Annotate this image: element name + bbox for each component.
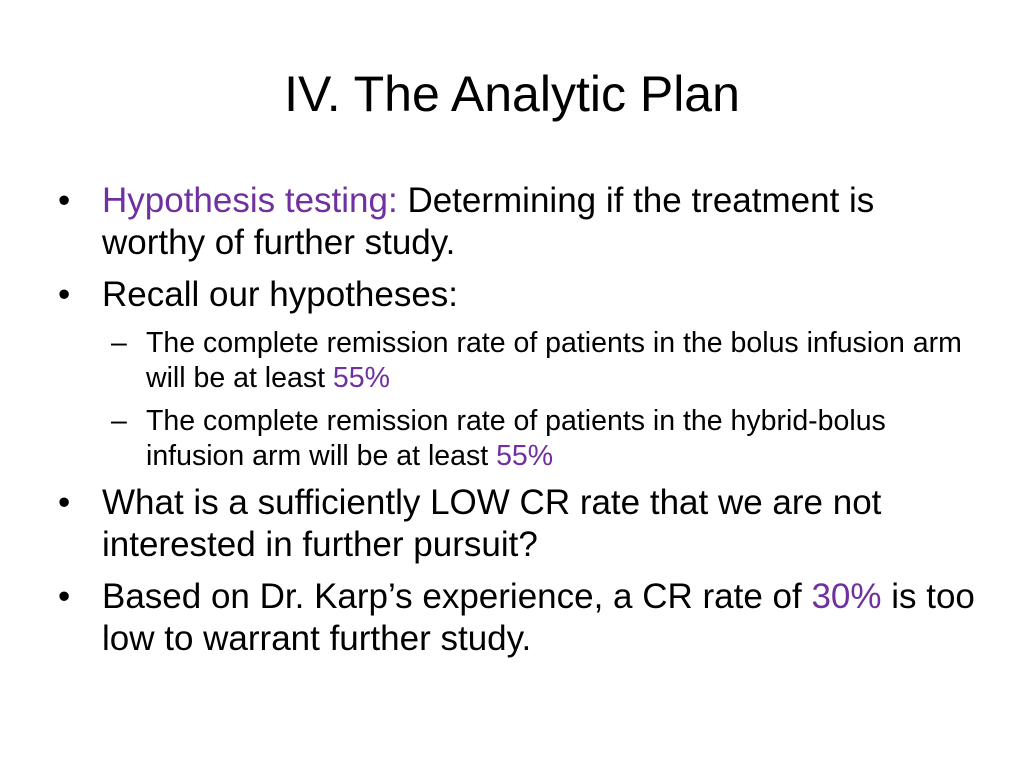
subbullet-bolus-arm: [56, 326, 976, 396]
karp-experience-text-before: Based on Dr. Karp’s experience, a CR rate of: [102, 577, 812, 616]
bullet-marker: •: [58, 483, 71, 522]
bolus-arm-text: The complete remission rate of patients in the bolus infusion arm will be at least: [146, 327, 962, 394]
low-cr-rate-text: What is a sufficiently LOW CR rate that we are not interested in further pursuit?: [102, 483, 882, 564]
bullet-karp-experience: [56, 576, 976, 660]
bullet-low-cr-rate: [56, 482, 976, 566]
recall-hypotheses-text: Recall our hypotheses:: [102, 275, 459, 314]
bullet-hypothesis-testing: [56, 180, 976, 264]
hypothesis-testing-text: Determining if the treatment is worthy of further study.: [102, 181, 875, 262]
hybrid-bolus-arm-rate: 55%: [496, 440, 554, 472]
bullet-marker: •: [58, 181, 71, 220]
slide-title: IV. The Analytic Plan: [284, 66, 740, 122]
hybrid-bolus-arm-text: The complete remission rate of patients in the hybrid-bolus infusion arm will be at least: [146, 405, 886, 472]
bullet-marker: •: [58, 275, 71, 314]
slide-content: [56, 180, 976, 670]
subbullet-hybrid-bolus-arm: [56, 404, 976, 474]
bullet-recall-hypotheses: [56, 274, 976, 316]
bullet-marker: •: [58, 577, 71, 616]
bolus-arm-rate: 55%: [332, 362, 390, 394]
dash-marker: –: [111, 327, 127, 359]
hypothesis-testing-label: Hypothesis testing:: [102, 181, 398, 220]
karp-cr-rate: 30%: [811, 577, 882, 616]
karp-experience-text-after: is too low to warrant further study.: [102, 577, 975, 658]
dash-marker: –: [111, 405, 127, 437]
